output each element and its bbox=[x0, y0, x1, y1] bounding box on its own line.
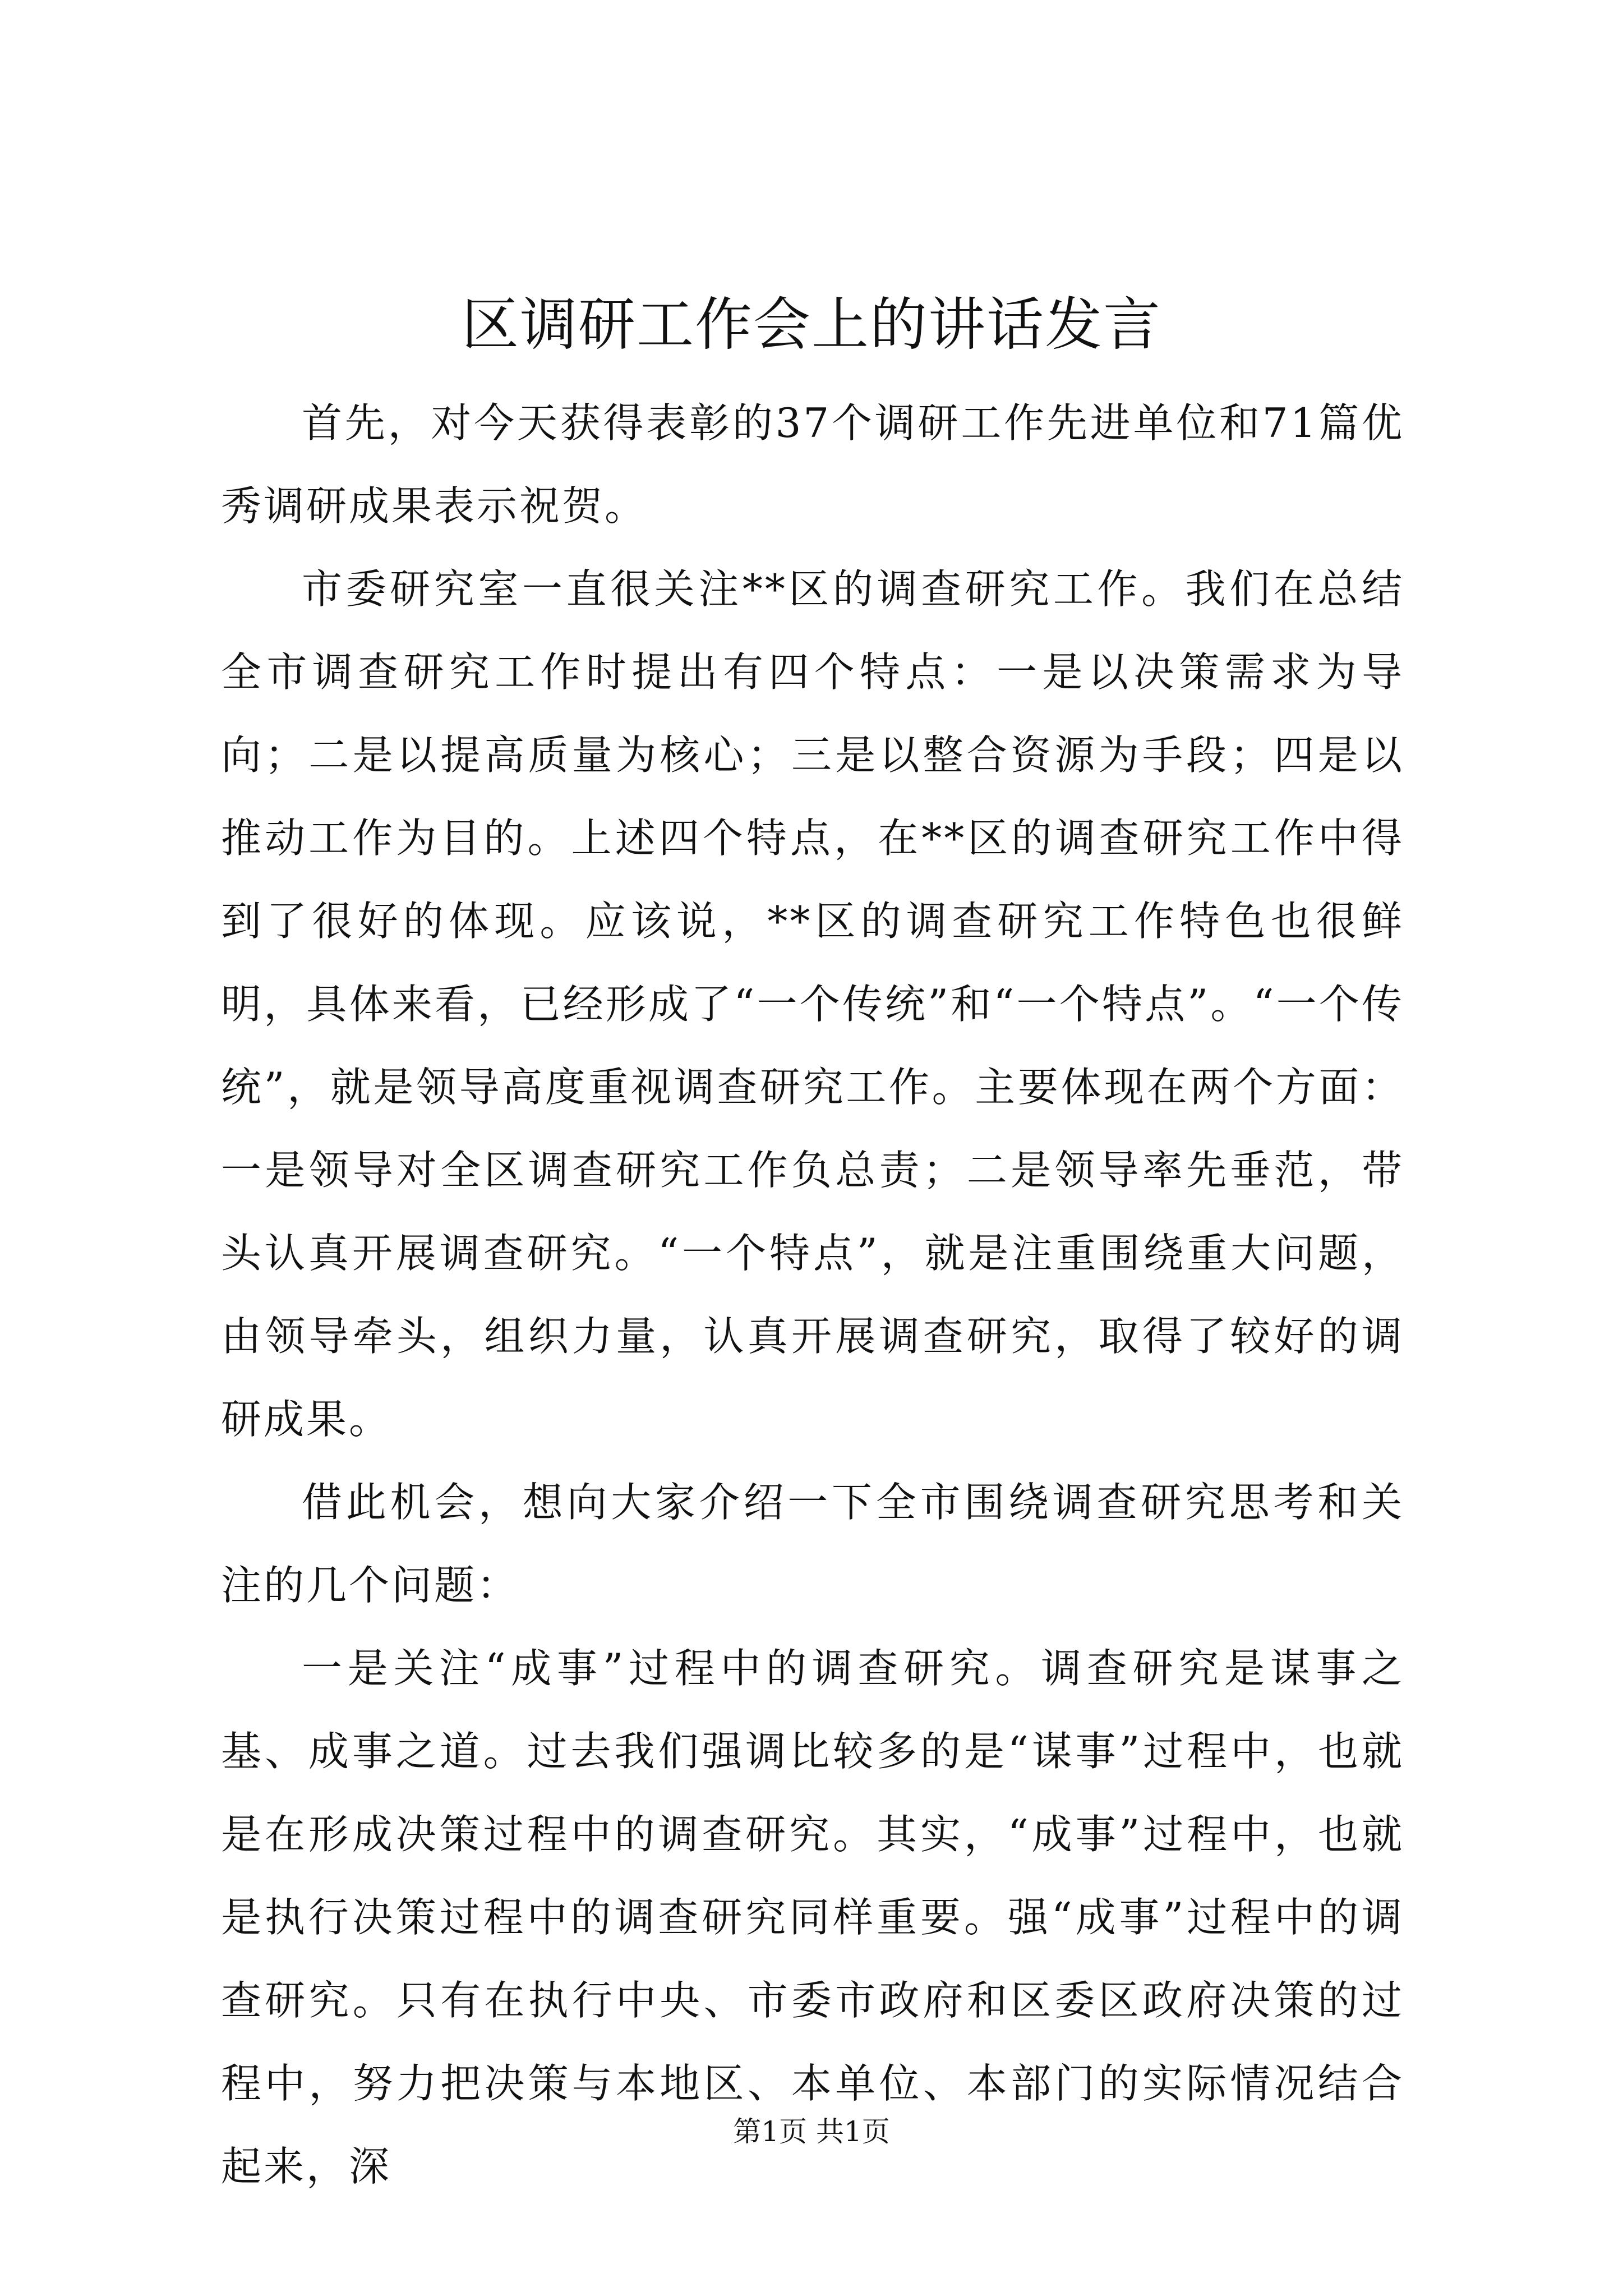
document-title: 区调研工作会上的讲话发言 bbox=[462, 292, 1161, 358]
page-footer: 第1页 共1页 bbox=[733, 2115, 890, 2148]
paragraph-1: 首先，对今天获得表彰的37个调研工作先进单位和71篇优秀调研成果表示祝贺。 bbox=[221, 399, 1404, 530]
paragraph-4: 一是关注“成事”过程中的调查研究。调查研究是谋事之基、成事之道。过去我们强调比较多的是“谋事”过程中，也就是在形成决策过程中的调查研究。其实，“成事”过程中，也就是执行决策过程中的调查研究同样重要。强“成事”过程中的调查研究。只有在执行中央、市委市政府和区委区政府决策的过程中，努力把决策与本地区、本单位、本部门的实际情况结合起来，深 bbox=[221, 1645, 1404, 2190]
paragraph-3: 借此机会，想向大家介绍一下全市围绕调查研究思考和关注的几个问题： bbox=[221, 1479, 1404, 1609]
paragraph-2: 市委研究室一直很关注**区的调查研究工作。我们在总结全市调查研究工作时提出有四个特点：一是以决策需求为导向；二是以提高质量为核心；三是以整合资源为手段；四是以推动工作为目的。上述四个特点，在**区的调查研究工作中得到了很好的体现。应该说，**区的调查研究工作特色也很鲜明，具体来看，已经形成了“一个传统”和“一个特点”。“一个传统”，就是领导高度重视调查研究工作。主要体现在两个方面：一是领导对全区调查研究工作负总责；二是领导率先垂范，带头认真开展调查研究。“一个特点”，就是注重围绕重大问题，由领导牵头，组织力量，认真开展调查研究，取得了较好的调研成果。 bbox=[221, 565, 1404, 1443]
document-body bbox=[221, 381, 1404, 2208]
